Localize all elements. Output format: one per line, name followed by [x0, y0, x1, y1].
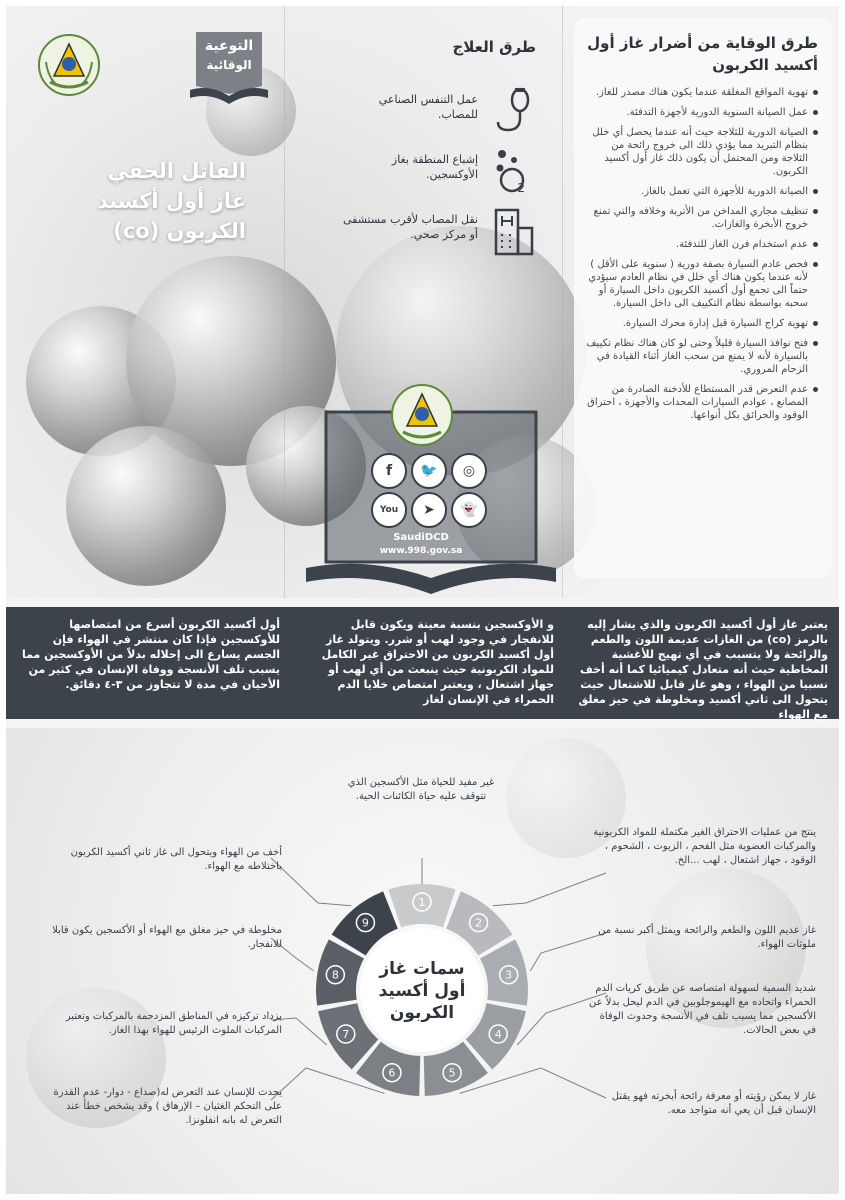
badge-line2: الوقائية [206, 58, 252, 72]
property-text-4: شديد السمية لسهولة امتصاصه عن طريق كريات الدم الحمراء واتحاده مع الهيموجلوبين في الدم ليحل بدلاً عن الأكسجين مما يسبب تلف في الأنسجة وحدوث الوفاة في بعض الحالات. [588, 983, 816, 1036]
intro-band [6, 607, 839, 719]
segment-number: 7 [342, 1028, 350, 1041]
breathing-apparatus-icon [492, 86, 536, 136]
leader-line [493, 873, 606, 906]
list-item: فحص عادم السيارة بصفة دورية ( سنوية على الأقل ) لأنه عندما يكون هناك أي خلل في نظام العادم سيؤدي حتماً الى تجمع أول أكسيد الكربون داخل السيارة أو سحبه بواسطة نظام التكييف الى داخل السيارة. [584, 258, 818, 310]
properties-infographic [6, 728, 839, 1194]
list-item: الصيانة الدورية للأجهزة التي تعمل بالغاز. [584, 185, 818, 198]
list-item: الصيانة الدورية للثلاجة حيث أنه عندما يحصل أي خلل بنظام التبريد مما يؤدي ذلك الى خروج رائحة من الثلاجة ومن المحتمل أن يكون ذلك غاز أول أكسيد الكربون. [584, 126, 818, 178]
instagram-icon[interactable]: ◎ [451, 453, 487, 489]
treatment-text: إشباع المنطقة بغاز الأوكسجين. [391, 153, 478, 181]
intro-column-2: و الأوكسجين بنسبة معينة ويكون قابل للانفجار في وجود لهب أو شرر. ويتولد غاز أول أكسيد الكربون من الاحتراق غير الكامل للمواد الكربونية حيث ينبعث من أي لهب أو جهاز اشتعال ، ويعتبر امتصاص خلايا الدم الحمراء في الإنسان لغاز [321, 618, 554, 706]
treatment-item [336, 146, 536, 202]
leader-line [530, 933, 606, 971]
treatment-text: نقل المصاب لأقرب مستشفى أو مركز صحي. [343, 213, 478, 241]
property-text-6: يحدث للإنسان عند التعرض له(صداع - دوار- عدم القدرة على التحكم الغثيان – الإرهاق ) وقد يشخص خطأ عند التعرض له بانه انفلونزا. [53, 1087, 282, 1126]
top-panel [6, 6, 839, 598]
treatment-item [336, 86, 536, 142]
property-text-7: يزداد تركيزه في المناطق المزدحمة بالمركبات وتعتبر المركبات الملوث الرئيس للهواء بهذا الغاز. [65, 1011, 282, 1036]
intro-column-1: يعتبر غاز أول أكسيد الكربون والذي يشار إليه بالرمز (co) من الغازات عديمة اللون والطعم والرائحة ولا يتسبب في أي تهيج للأغشية المخاطية حيث أنه متعادل كيميائيا كما أنه أخف نسبيا من الهواء ، وهو غاز قابل للاشتعال حيث يتحول الى ثاني أكسيد ومخلوطة في حيز مغلق مع الهواء [578, 618, 828, 721]
twitter-icon[interactable]: 🐦 [411, 453, 447, 489]
main-title [36, 156, 246, 246]
segment-number: 1 [418, 896, 426, 909]
hospital-icon [492, 206, 536, 256]
treatment-item [336, 206, 536, 262]
segment-number: 9 [361, 916, 369, 930]
property-text-3: غاز عديم اللون والطعم والرائحة ويمثل أكبر نسبة من ملوثات الهواء. [598, 925, 816, 950]
oxygen-bubbles-icon [492, 146, 536, 196]
badge-line1: التوعية [204, 38, 254, 54]
intro-column-3: أول أكسيد الكربون أسرع من امتصاصها للأوكسجين فإذا كان منتشر في الهواء فإن الجسم يسارع الى إحلاله بدلاً من الأوكسجين مما يسبب تلف الأنسجة ووفاة الإنسان في كثير من الأحيان في مدة لا تتجاوز من ٣-٤ دقائق. [21, 618, 280, 691]
facebook-icon[interactable]: f [371, 453, 407, 489]
telegram-icon[interactable]: ➤ [411, 492, 447, 528]
prevention-panel [574, 18, 832, 578]
fold-line [562, 6, 563, 598]
list-item: عدم التعرض قدر المستطاع للأدخنة الصادرة من المصانع ، عوادم السيارات المحدات والأجهزة ، احتراق الوقود والحرائق بكل أنواعها. [584, 383, 818, 422]
list-item: تهوية المواقع المغلقة عندما يكون هناك مصدر للغاز. [584, 86, 818, 99]
main-title-line3: الكربون (co) [113, 219, 246, 243]
youtube-icon[interactable]: You [371, 492, 407, 528]
property-text-9: أخف من الهواء ويتحول الى غاز ثاني أكسيد الكربون باختلاطه مع الهواء. [70, 847, 282, 872]
property-text-8: مخلوطة في حيز مغلق مع الهواء أو الأكسجين يكون قابلا للانفجار. [52, 925, 282, 950]
list-item: فتح نوافذ السيارة قليلاً وحتى لو كان هناك نظام تكييف بالسيارة لأنه لا يمنع من سحب الغاز أثناء القيادة في الزحام المروري. [584, 337, 818, 376]
property-text-2: ينتج من عمليات الاحتراق الغير مكتملة للمواد الكربونية والمركبات العضوية مثل الفحم ، الزيوت ، الشحوم ، الوقود ، جهاز اشتعال ، لهب ...الخ. [593, 827, 816, 866]
list-item: عمل الصيانة السنوية الدورية لأجهزة التدفئة. [584, 106, 818, 119]
center-title: سمات غاز أول أكسيد الكربون [378, 959, 466, 1023]
civil-defense-emblem-icon [36, 32, 102, 98]
segment-number: 3 [505, 968, 513, 982]
treatment-text: عمل التنفس الصناعي للمصاب. [378, 93, 478, 121]
property-text-1: غير مفيد للحياة مثل الأكسجين الذي تتوقف عليه حياة الكائنات الحية. [347, 777, 495, 802]
prevention-list [584, 86, 818, 422]
segment-number: 4 [494, 1028, 502, 1041]
brochure-page [6, 6, 839, 1194]
segment-number: 2 [475, 916, 483, 930]
fold-line [284, 6, 285, 598]
list-item: تهوية كراج السيارة قبل إدارة محرك السيارة. [584, 317, 818, 330]
oxygen-subscript: 2 [517, 181, 525, 195]
brand-url[interactable]: www.998.gov.sa [379, 546, 463, 556]
snapchat-icon[interactable]: 👻 [451, 492, 487, 528]
prevention-title: طرق الوقاية من أضرار غاز أول أكسيد الكربون [587, 34, 818, 74]
treatment-title: طرق العلاج [452, 38, 536, 56]
main-title-line2: غاز أول أكسيد [97, 189, 246, 213]
segment-number: 6 [388, 1066, 396, 1080]
main-title-line1: القاتل الخفي [107, 159, 246, 183]
property-text-5: غاز لا يمكن رؤيته أو معرفة رائحة أبخرته فهو يقتل الإنسان قبل أن يعي أنه متواجد معه. [611, 1091, 816, 1116]
leader-line [271, 858, 351, 906]
list-item: عدم استخدام فرن الغاز للتدفئة. [584, 238, 818, 251]
list-item: تنظيف مجاري المداخن من الأتربة وخلافه والتي تمنع خروج الأبخرة والغازات. [584, 205, 818, 231]
civil-defense-emblem-icon [389, 382, 455, 448]
sphere-decoration [66, 426, 226, 586]
segment-number: 8 [331, 968, 339, 982]
segment-number: 5 [448, 1066, 456, 1080]
brand-name: SaudiDCD [393, 532, 449, 543]
